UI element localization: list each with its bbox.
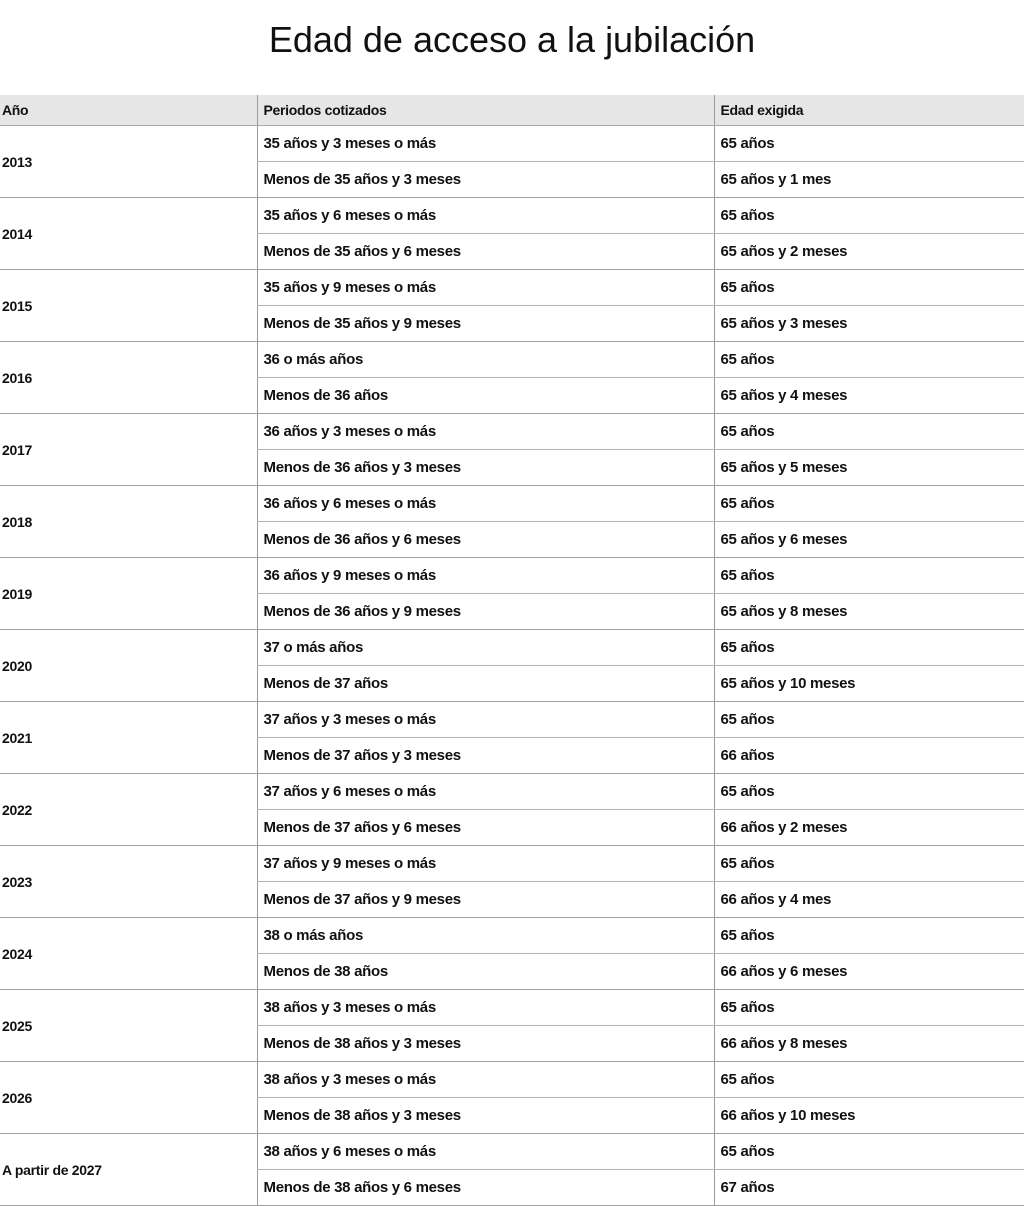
- age-cell: 65 años: [714, 270, 1024, 306]
- age-cell: 65 años: [714, 774, 1024, 810]
- period-cell: 36 o más años: [257, 342, 714, 378]
- period-cell: Menos de 38 años y 3 meses: [257, 1026, 714, 1062]
- period-cell: 38 años y 6 meses o más: [257, 1134, 714, 1170]
- year-cell: 2024: [0, 918, 257, 990]
- column-header-age: Edad exigida: [714, 95, 1024, 126]
- year-cell: 2014: [0, 198, 257, 270]
- period-cell: 37 años y 9 meses o más: [257, 846, 714, 882]
- period-cell: 38 años y 3 meses o más: [257, 990, 714, 1026]
- table-header-row: [0, 95, 1024, 126]
- period-cell: Menos de 38 años y 6 meses: [257, 1170, 714, 1206]
- table-row: [0, 918, 1024, 954]
- age-cell: 65 años y 6 meses: [714, 522, 1024, 558]
- period-cell: Menos de 37 años: [257, 666, 714, 702]
- period-cell: Menos de 36 años: [257, 378, 714, 414]
- age-cell: 65 años y 8 meses: [714, 594, 1024, 630]
- age-cell: 66 años y 2 meses: [714, 810, 1024, 846]
- table-row: [0, 630, 1024, 666]
- year-cell: 2022: [0, 774, 257, 846]
- period-cell: 37 años y 3 meses o más: [257, 702, 714, 738]
- table-row: [0, 1134, 1024, 1170]
- age-cell: 65 años y 2 meses: [714, 234, 1024, 270]
- year-cell: 2025: [0, 990, 257, 1062]
- age-cell: 65 años: [714, 846, 1024, 882]
- year-cell: 2016: [0, 342, 257, 414]
- year-cell: 2017: [0, 414, 257, 486]
- period-cell: 36 años y 3 meses o más: [257, 414, 714, 450]
- period-cell: 38 o más años: [257, 918, 714, 954]
- year-cell: 2019: [0, 558, 257, 630]
- table-row: [0, 486, 1024, 522]
- column-header-periods: Periodos cotizados: [257, 95, 714, 126]
- table-row: [0, 774, 1024, 810]
- table-row: [0, 1062, 1024, 1098]
- period-cell: Menos de 37 años y 3 meses: [257, 738, 714, 774]
- age-cell: 65 años y 10 meses: [714, 666, 1024, 702]
- age-cell: 65 años: [714, 126, 1024, 162]
- age-cell: 65 años: [714, 918, 1024, 954]
- table-row: [0, 342, 1024, 378]
- table-row: [0, 558, 1024, 594]
- period-cell: Menos de 36 años y 9 meses: [257, 594, 714, 630]
- age-cell: 67 años: [714, 1170, 1024, 1206]
- table-row: [0, 702, 1024, 738]
- age-cell: 66 años y 8 meses: [714, 1026, 1024, 1062]
- age-cell: 65 años: [714, 198, 1024, 234]
- period-cell: Menos de 35 años y 3 meses: [257, 162, 714, 198]
- page-title: Edad de acceso a la jubilación: [268, 19, 756, 60]
- year-cell: A partir de 2027: [0, 1134, 257, 1206]
- year-cell: 2026: [0, 1062, 257, 1134]
- table-row: [0, 126, 1024, 162]
- age-cell: 65 años: [714, 630, 1024, 666]
- age-cell: 66 años: [714, 738, 1024, 774]
- period-cell: Menos de 38 años y 3 meses: [257, 1098, 714, 1134]
- year-cell: 2021: [0, 702, 257, 774]
- column-header-year: Año: [0, 95, 257, 126]
- period-cell: Menos de 37 años y 9 meses: [257, 882, 714, 918]
- period-cell: 36 años y 6 meses o más: [257, 486, 714, 522]
- age-cell: 65 años y 1 mes: [714, 162, 1024, 198]
- table-row: [0, 270, 1024, 306]
- age-cell: 65 años y 4 meses: [714, 378, 1024, 414]
- year-cell: 2023: [0, 846, 257, 918]
- age-cell: 65 años: [714, 702, 1024, 738]
- period-cell: 37 años y 6 meses o más: [257, 774, 714, 810]
- period-cell: Menos de 35 años y 9 meses: [257, 306, 714, 342]
- period-cell: 35 años y 6 meses o más: [257, 198, 714, 234]
- year-cell: 2018: [0, 486, 257, 558]
- age-cell: 66 años y 10 meses: [714, 1098, 1024, 1134]
- period-cell: Menos de 38 años: [257, 954, 714, 990]
- table-body: [0, 126, 1024, 1206]
- year-cell: 2013: [0, 126, 257, 198]
- year-cell: 2020: [0, 630, 257, 702]
- period-cell: Menos de 36 años y 6 meses: [257, 522, 714, 558]
- table-row: [0, 846, 1024, 882]
- period-cell: Menos de 35 años y 6 meses: [257, 234, 714, 270]
- age-cell: 65 años y 3 meses: [714, 306, 1024, 342]
- table-row: [0, 414, 1024, 450]
- retirement-age-table: [0, 95, 1024, 1206]
- period-cell: 38 años y 3 meses o más: [257, 1062, 714, 1098]
- age-cell: 66 años y 4 mes: [714, 882, 1024, 918]
- age-cell: 66 años y 6 meses: [714, 954, 1024, 990]
- age-cell: 65 años: [714, 414, 1024, 450]
- period-cell: 37 o más años: [257, 630, 714, 666]
- age-cell: 65 años y 5 meses: [714, 450, 1024, 486]
- age-cell: 65 años: [714, 486, 1024, 522]
- age-cell: 65 años: [714, 990, 1024, 1026]
- age-cell: 65 años: [714, 558, 1024, 594]
- age-cell: 65 años: [714, 1134, 1024, 1170]
- period-cell: Menos de 36 años y 3 meses: [257, 450, 714, 486]
- table-row: [0, 990, 1024, 1026]
- age-cell: 65 años: [714, 1062, 1024, 1098]
- period-cell: 36 años y 9 meses o más: [257, 558, 714, 594]
- period-cell: 35 años y 9 meses o más: [257, 270, 714, 306]
- age-cell: 65 años: [714, 342, 1024, 378]
- period-cell: 35 años y 3 meses o más: [257, 126, 714, 162]
- table-row: [0, 198, 1024, 234]
- period-cell: Menos de 37 años y 6 meses: [257, 810, 714, 846]
- year-cell: 2015: [0, 270, 257, 342]
